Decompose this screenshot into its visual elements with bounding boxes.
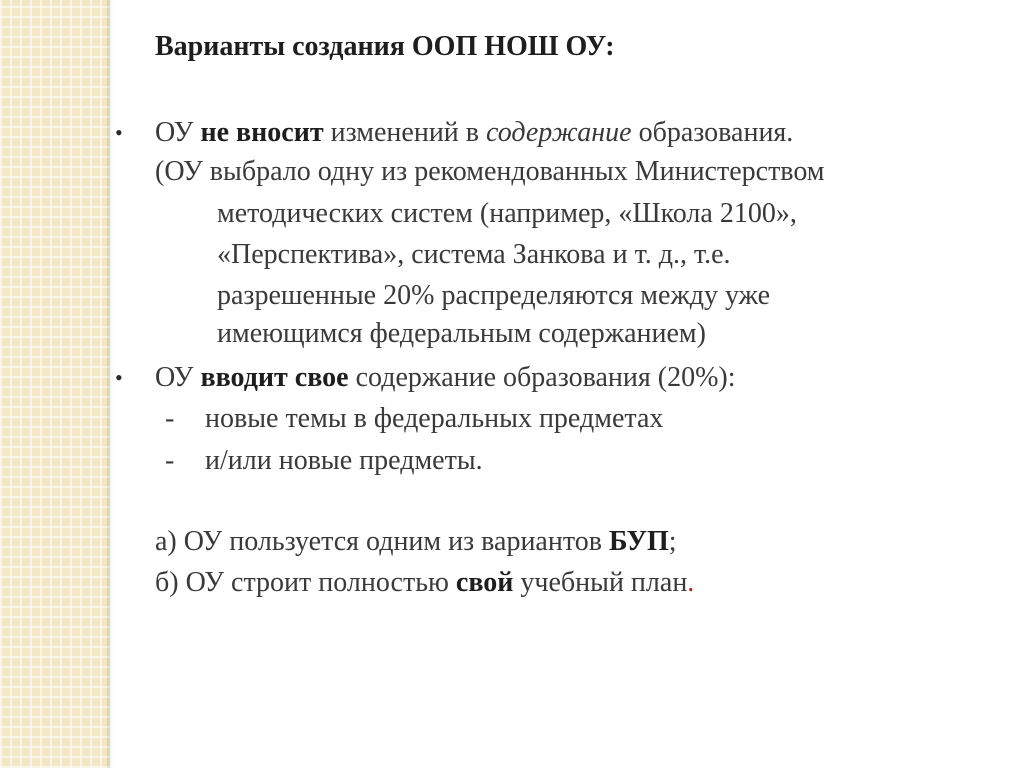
option-a: а) ОУ пользуется одним из вариантов БУП;: [155, 526, 677, 557]
item1-line1: ОУ не вносит изменений в содержание образования.: [155, 117, 794, 148]
item1-bold: не вносит: [200, 117, 324, 148]
option-b: б) ОУ строит полностью свой учебный план.: [155, 567, 695, 598]
bullet-2: •: [115, 365, 123, 390]
item1-italic: содержание: [486, 117, 632, 148]
dash-1: -: [165, 403, 175, 434]
item1-line4: «Перспектива», система Занкова и т. д., т.е.: [217, 239, 731, 270]
side-pattern-shadow: [107, 0, 113, 768]
dash-item-2: и/или новые предметы.: [205, 445, 483, 476]
item1-line6: имеющимся федеральным содержанием): [217, 318, 706, 349]
item2-line1: ОУ вводит свое содержание образования (20%):: [155, 362, 736, 393]
dash-item-1: новые темы в федеральных предметах: [205, 403, 664, 434]
item1-line2: (ОУ выбрало одну из рекомендованных Министерством: [155, 156, 825, 187]
slide-title: Варианты создания ООП НОШ ОУ:: [155, 31, 615, 62]
item1-line5: разрешенные 20% распределяются между уже: [217, 280, 771, 311]
decorative-side-pattern: [0, 0, 110, 768]
bullet-1: •: [115, 120, 123, 145]
accent-dot: .: [687, 567, 695, 598]
item2-bold: вводит свое: [200, 362, 349, 393]
item1-line3: методических систем (например, «Школа 2100»,: [217, 198, 797, 229]
dash-2: -: [165, 445, 175, 476]
